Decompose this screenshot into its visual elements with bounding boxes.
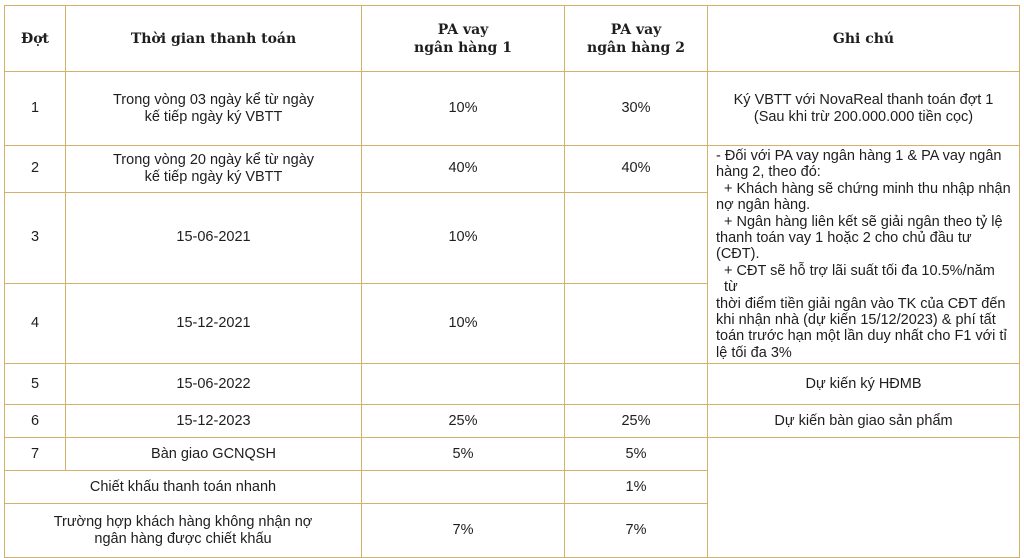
- loan-note-line: hàng 2, theo đó:: [716, 164, 821, 181]
- time-cell: 15-06-2022: [66, 364, 362, 405]
- header-plan2-line2: ngân hàng 2: [587, 39, 685, 56]
- time-line2: kế tiếp ngày ký VBTT: [144, 168, 283, 185]
- loan-note-line: khi nhận nhà (dự kiến 15/12/2023) & phí tất: [716, 312, 996, 329]
- no-debt-line1: Trường hợp khách hàng không nhận nợ: [53, 513, 313, 530]
- quick-discount-label: Chiết khấu thanh toán nhanh: [5, 471, 362, 504]
- plan2-cell: 40%: [565, 146, 708, 193]
- note-cell: Dự kiến ký HĐMB: [708, 364, 1020, 405]
- payment-schedule-table: [4, 5, 1020, 558]
- time-cell: [66, 146, 362, 193]
- plan1-cell: [362, 364, 565, 405]
- table-row: [5, 146, 1020, 193]
- table-row: [5, 405, 1020, 438]
- note-cell-empty: [708, 438, 1020, 558]
- phase-cell: 2: [5, 146, 66, 193]
- loan-note-line: lệ tối đa 3%: [716, 344, 792, 361]
- plan1-cell: 10%: [362, 192, 565, 283]
- header-phase: Đợt: [5, 6, 66, 72]
- plan1-cell: 40%: [362, 146, 565, 193]
- phase-cell: 5: [5, 364, 66, 405]
- time-line1: Trong vòng 03 ngày kể từ ngày: [112, 91, 315, 108]
- phase-cell: 3: [5, 192, 66, 283]
- time-line2: kế tiếp ngày ký VBTT: [144, 108, 283, 125]
- header-note: Ghi chú: [708, 6, 1020, 72]
- loan-note-line: thanh toán vay 1 hoặc 2 cho chủ đầu tư (CĐT).: [716, 230, 972, 263]
- time-cell: 15-12-2021: [66, 283, 362, 364]
- phase-cell: 1: [5, 72, 66, 146]
- note-line2: (Sau khi trừ 200.000.000 tiền cọc): [753, 108, 974, 125]
- loan-note-line: + CĐT sẽ hỗ trợ lãi suất tối đa 10.5%/năm từ: [724, 262, 995, 296]
- no-debt-label: [5, 504, 362, 558]
- plan2-cell: 5%: [565, 438, 708, 471]
- plan2-cell: 1%: [565, 471, 708, 504]
- header-plan1-line1: PA vay: [437, 21, 489, 38]
- loan-note-line: + Khách hàng sẽ chứng minh thu nhập nhận: [724, 180, 1011, 197]
- plan1-cell: 5%: [362, 438, 565, 471]
- header-row: [5, 6, 1020, 72]
- table-row: [5, 438, 1020, 471]
- phase-cell: 7: [5, 438, 66, 471]
- plan1-cell: 7%: [362, 504, 565, 558]
- plan2-cell: [565, 192, 708, 283]
- time-cell: Bàn giao GCNQSH: [66, 438, 362, 471]
- time-cell: [66, 72, 362, 146]
- plan1-cell: 10%: [362, 72, 565, 146]
- plan2-cell: [565, 283, 708, 364]
- header-time: Thời gian thanh toán: [66, 6, 362, 72]
- header-plan1-line2: ngân hàng 1: [414, 39, 512, 56]
- plan2-cell: [565, 364, 708, 405]
- table-row: [5, 364, 1020, 405]
- note-cell: [708, 72, 1020, 146]
- header-plan2: [565, 6, 708, 72]
- loan-note-line: toán trước hạn một lần duy nhất cho F1 với tỉ: [716, 328, 1007, 345]
- loan-note-line: + Ngân hàng liên kết sẽ giải ngân theo tỷ lệ: [724, 213, 1003, 230]
- header-plan2-line1: PA vay: [610, 21, 662, 38]
- table-row: [5, 72, 1020, 146]
- plan2-cell: 7%: [565, 504, 708, 558]
- loan-note-line: nợ ngân hàng.: [716, 197, 811, 214]
- time-line1: Trong vòng 20 ngày kể từ ngày: [112, 151, 315, 168]
- note-line1: Ký VBTT với NovaReal thanh toán đợt 1: [733, 91, 994, 108]
- note-cell: Dự kiến bàn giao sản phẩm: [708, 405, 1020, 438]
- phase-cell: 6: [5, 405, 66, 438]
- time-cell: 15-06-2021: [66, 192, 362, 283]
- plan1-cell: 25%: [362, 405, 565, 438]
- plan1-cell: [362, 471, 565, 504]
- loan-note-cell: [708, 146, 1020, 364]
- time-cell: 15-12-2023: [66, 405, 362, 438]
- plan2-cell: 30%: [565, 72, 708, 146]
- no-debt-line2: ngân hàng được chiết khấu: [94, 530, 272, 547]
- plan2-cell: 25%: [565, 405, 708, 438]
- loan-note-line: - Đối với PA vay ngân hàng 1 & PA vay ngân: [716, 148, 1002, 164]
- phase-cell: 4: [5, 283, 66, 364]
- plan1-cell: 10%: [362, 283, 565, 364]
- loan-note-line: thời điểm tiền giải ngân vào TK của CĐT đến: [716, 295, 1006, 312]
- header-plan1: [362, 6, 565, 72]
